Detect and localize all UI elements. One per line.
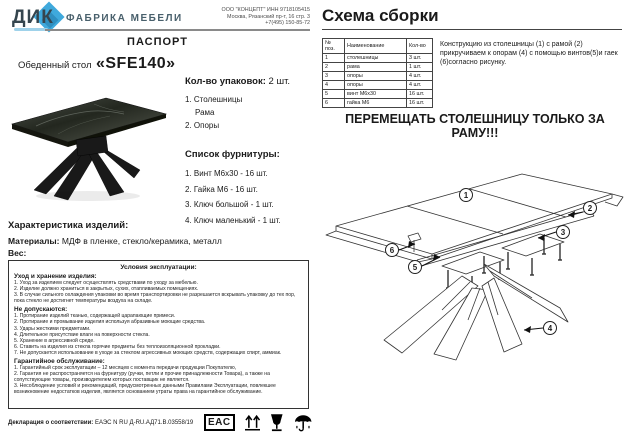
hardware-title: Список фурнитуры:: [185, 149, 280, 160]
warranty-heading: Гарантийное обслуживание:: [14, 358, 105, 366]
hardware-list: [185, 166, 315, 228]
package-item: 2. Опоры: [185, 121, 220, 130]
declaration-line: [8, 420, 193, 426]
hardware-item: 2. Гайка М6 - 16 шт.: [185, 184, 258, 194]
characteristics: [8, 220, 308, 258]
forbidden-item: 6. Ставить на изделия из стекла горячие предметы без теплоизоляционной прокладки.: [14, 343, 221, 350]
parts-table-header-row: [323, 39, 433, 54]
product-model: «SFE140»: [95, 55, 176, 72]
materials-value: МДФ в пленке, стекло/керамика, металл: [61, 236, 222, 246]
col-header-pos: № поз.: [323, 39, 345, 54]
assembly-diagram-drawing: [322, 140, 628, 440]
forbidden-item: 2. Протирание и промывание изделия используя абразивные моющие средства.: [14, 319, 206, 326]
company-phone: +7(495) 150-85-72: [265, 20, 310, 27]
packages-count: 2 шт.: [268, 76, 291, 87]
conditions-box: [8, 260, 309, 409]
conditions-title: Условия эксплуатации:: [120, 264, 197, 271]
product-type-label: Обеденный стол: [18, 60, 92, 71]
company-name: ООО "КОНЦЕПТ" ИНН 9718105415: [221, 7, 310, 13]
warranty-item: 1. Гарантийный срок эксплуатации – 12 месяцев с момента передачи продукции Покупателю,: [14, 365, 237, 372]
packages-list: [185, 93, 315, 132]
forbidden-heading: Не допускаются:: [14, 306, 68, 314]
assembly-diagram: [322, 140, 628, 440]
forbidden-item: 1. Протирание изделий тканью, содержащей царапающие примеси.: [14, 313, 176, 320]
eac-mark-icon: EAC: [204, 414, 235, 431]
table-row: 2 рама 1 шт.: [323, 63, 433, 72]
hardware-item: 4. Ключ маленький - 1 шт.: [185, 215, 281, 225]
logo-tagline: ФАБРИКА МЕБЕЛИ: [66, 13, 183, 24]
forbidden-item: 4. Длительное присутствие влаги на поверхности стекла.: [14, 331, 150, 338]
care-item: 2. Изделие должно храниться в закрытых, сухих, отапливаемых помещениях.: [14, 286, 199, 293]
callout-3: 3: [556, 225, 570, 239]
hardware-item: 1. Винт М6х30 - 16 шт.: [185, 169, 268, 178]
forbidden-item: 7. Не допускается использование в уходе за стеклом агрессивных моющих средств, содержащих спирт, аммиак.: [14, 349, 282, 356]
doc-title: ПАСПОРТ: [127, 36, 188, 48]
fragile-glass-icon: [270, 413, 284, 432]
care-heading: Уход и хранение изделия:: [14, 273, 97, 280]
warranty-item: 2. Гарантия не распространяется на фурнитуру (ручки, петли и прочие принадлежности Товара), а также на сопутствующие товары, производителем которых поставщик не является.: [14, 371, 270, 384]
callout-2: 2: [583, 201, 597, 215]
care-item: 1. Уход за изделием следует осуществлять средствами по уходу за мебелью.: [14, 280, 198, 286]
materials-label: Материалы:: [8, 236, 60, 246]
package-item: Рама: [195, 108, 215, 117]
keep-dry-umbrella-icon: [294, 413, 312, 432]
callout-5: 5: [408, 260, 422, 274]
callout-6: 6: [385, 243, 399, 257]
forbidden-item: 3. Удары жесткими предметами.: [14, 325, 91, 332]
care-item: 3. В случае сильного охлаждения упаковки во время транспортировки не разрешается вскрывать упаковку до тех пор, пока стекло не достигнет температуры воздуха на складе.: [14, 292, 296, 305]
package-item: 1. Столешницы: [185, 95, 243, 104]
forbidden-item: 5. Хранение в агрессивной среде.: [14, 337, 95, 344]
declaration-value: ЕАЭС N RU Д-RU.АД71.В.03558/19: [94, 420, 194, 426]
packages-and-hardware: [185, 76, 315, 228]
declaration-label: Декларация о соответствии:: [8, 420, 94, 426]
header-divider: [45, 29, 310, 31]
packages-title: Кол-во упаковок: 2 шт.: [185, 76, 291, 87]
this-way-up-icon: [245, 413, 260, 431]
product-photo: [6, 90, 171, 215]
certification-icons: [204, 409, 312, 435]
col-header-qty: Кол-во: [407, 39, 433, 54]
characteristics-title: Характеристика изделий:: [8, 220, 129, 231]
callout-4: 4: [543, 321, 557, 335]
assembly-instruction: Конструкцию из столешницы (1) с рамой (2) прикручиваем к опорам (4) с помощью винтов(5)и гаек (6)согласно рисунку.: [440, 41, 618, 66]
assembly-title-divider: [322, 29, 622, 30]
company-address: Москва, Рязанский пр-т, 16 стр. 3: [227, 13, 310, 20]
product-line: [18, 55, 176, 73]
warranty-item: 3. Несоблюдение условий и рекомендаций, предусмотренных данными Правилами Эксплуатации, повлекшее возникновение недостатков изделия, является основанием утраты права на гарантийное обслуживание.: [14, 383, 276, 396]
table-row: 1 столешницы 3 шт.: [323, 54, 433, 63]
table-row: 3 опоры 4 шт.: [323, 72, 433, 81]
callout-1: 1: [459, 188, 473, 202]
assembly-warning: ПЕРЕМЕЩАТЬ СТОЛЕШНИЦУ ТОЛЬКО ЗА РАМУ!!!: [345, 112, 605, 140]
table-row: 4 опоры 4 шт.: [323, 81, 433, 90]
table-row: 5 винт М6х30 16 шт.: [323, 90, 433, 99]
logo-text: ДИК: [12, 7, 54, 28]
parts-table: [322, 38, 433, 108]
assembly-title: Схема сборки: [322, 6, 439, 25]
materials-line: [8, 236, 308, 246]
weight-label: Вес:: [8, 248, 27, 258]
col-header-name: Наименование: [345, 39, 407, 54]
hardware-item: 3. Ключ большой - 1 шт.: [185, 200, 274, 209]
table-row: 6 гайка М6 16 шт.: [323, 99, 433, 108]
